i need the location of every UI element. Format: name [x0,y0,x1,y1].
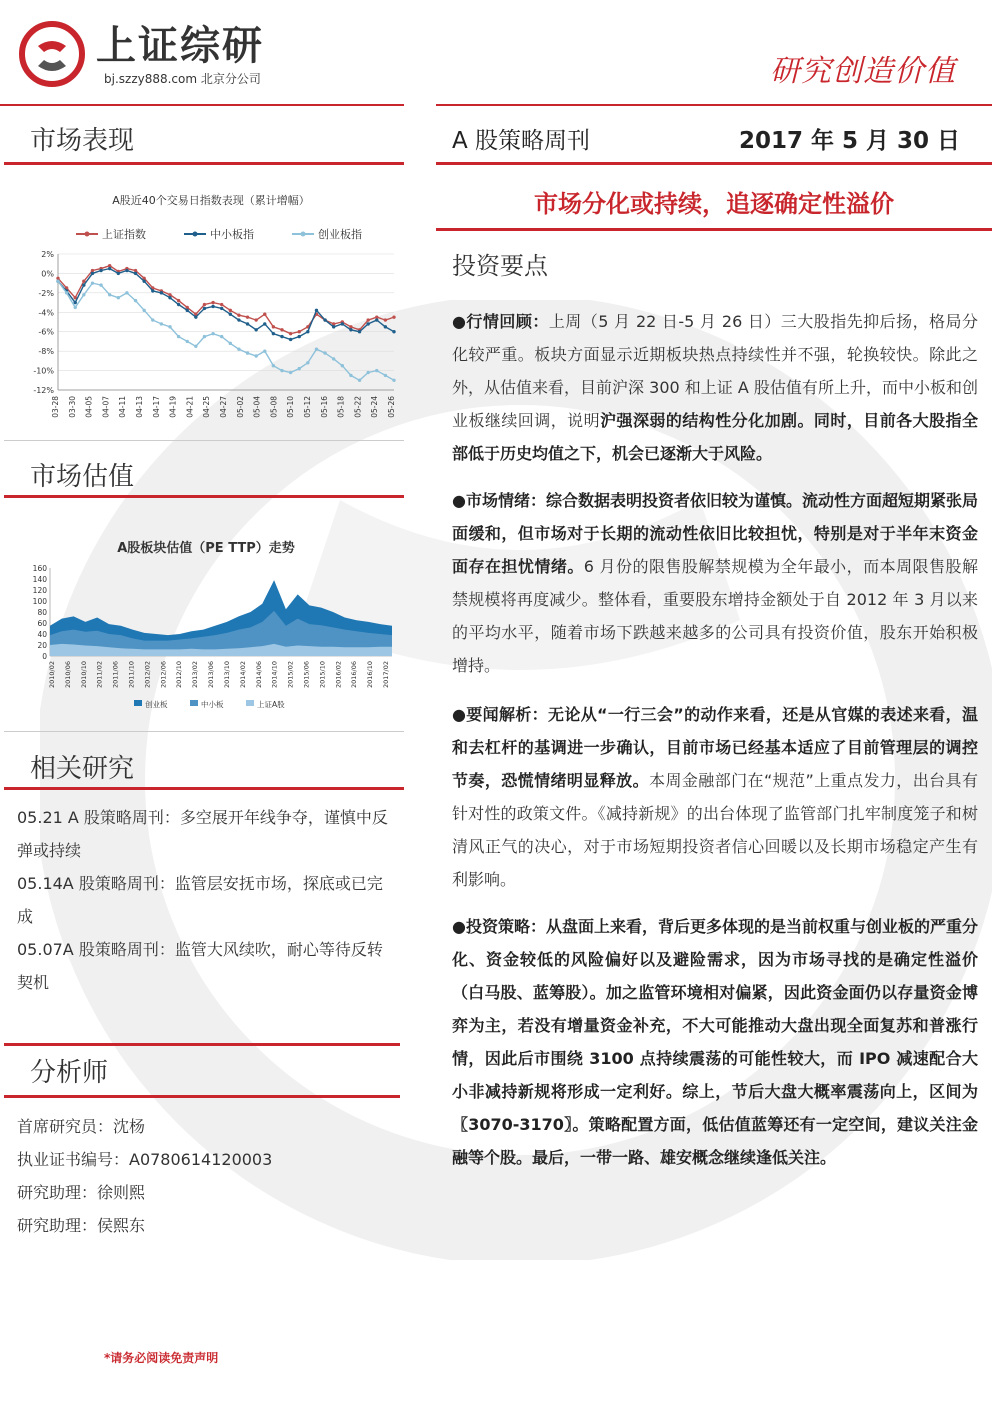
data-point [358,330,361,333]
data-point [341,364,344,367]
analyst-item: 执业证书编号：A0780614120003 [17,1150,273,1169]
x-tick-label: 2017/02 [382,661,390,689]
data-point [289,338,292,341]
analyst-item: 研究助理：徐则熙 [17,1183,146,1202]
research-item[interactable]: 05.14A 股策略周刊：监管层安抚市场，探底或已完成 [17,874,383,926]
data-point [298,330,301,333]
data-point [263,313,266,316]
section-divider [4,162,404,165]
data-point [186,309,189,312]
x-tick-label: 2016/02 [334,661,343,689]
y-tick-label: 20 [37,641,47,650]
data-point [220,307,223,310]
y-tick-label: -6% [38,327,54,337]
research-list [17,801,397,999]
x-tick-label: 05-04 [252,396,262,418]
data-point [280,328,283,331]
data-point [151,289,154,292]
report-name: A 股策略周刊 [452,128,591,154]
data-point [229,313,232,316]
x-tick-label: 2014/10 [270,661,279,689]
x-tick-label: 2013/06 [207,661,216,689]
paragraph-market-review [452,305,978,470]
data-point [134,299,137,302]
data-point [315,348,318,351]
section-divider [436,228,992,231]
data-point [134,272,137,275]
legend-marker [301,232,306,237]
data-point [272,332,275,335]
x-tick-label: 2015/10 [318,661,327,689]
x-tick-label: 04-11 [118,396,128,418]
legend-label: 中小板 [201,700,224,709]
data-point [220,335,223,338]
logo-text: 上证综研 [96,23,264,69]
x-tick-label: 04-25 [202,396,212,418]
x-tick-label: 2014/02 [238,661,247,689]
data-point [246,315,249,318]
data-point [254,354,257,357]
data-point [289,371,292,374]
data-point [272,364,275,367]
data-point [91,281,94,284]
x-tick-label: 2011/10 [127,661,136,689]
y-tick-label: 40 [37,630,47,639]
y-tick-label: -12% [33,386,54,395]
x-tick-label: 05-12 [303,396,312,418]
data-point [108,264,111,267]
section-divider [4,1043,400,1046]
data-point [384,325,387,328]
section-rule [4,731,404,732]
data-point [298,367,301,370]
y-tick-label: -4% [38,308,54,318]
data-point [211,332,214,335]
section-divider [436,162,992,165]
logo-icon [14,18,92,90]
x-tick-label: 05-26 [387,396,396,418]
legend-item [246,699,285,709]
data-point [203,303,206,306]
analyst-list [17,1110,397,1242]
header-rule-left [0,104,404,106]
x-tick-label: 03-28 [51,396,60,418]
data-point [142,280,145,283]
legend-item [76,227,146,241]
data-point [151,318,154,321]
data-point [108,267,111,270]
paragraph-news-analysis [452,698,978,896]
logo-subtitle: bj.szzy888.com 北京分公司 [104,72,261,86]
report-date: 2017 年 5 月 30 日 [738,128,960,154]
data-point [91,269,94,272]
para-text: 上周（5 月 22 日-5 月 26 日）三大股指先抑后扬，格局分化较严重。板块方面显示近期板块热点持续性并不强，轮换较快。除此之外，从估值来看，目前沪深 300 和上证 A 股估值有所上升，而中小板和创业板继续回调，说明 [452,312,978,430]
legend-swatch [190,700,198,706]
legend-marker [85,232,90,237]
x-tick-label: 03-30 [67,396,77,418]
data-point [366,322,369,325]
y-tick-label: 60 [37,619,47,628]
legend-label: 创业板指 [318,228,362,241]
data-point [280,335,283,338]
data-point [160,291,163,294]
data-point [323,351,326,354]
y-tick-label: 160 [32,564,47,573]
data-point [125,269,128,272]
data-point [366,371,369,374]
data-point [237,318,240,321]
data-point [203,307,206,310]
x-tick-label: 04-07 [101,396,111,418]
data-point [168,293,171,296]
x-tick-label: 2016/10 [366,661,375,689]
x-tick-label: 04-19 [168,396,178,418]
data-point [246,351,249,354]
data-point [99,283,102,286]
data-point [246,322,249,325]
para-text: 本周金融部门在“规范”上重点发力，出台具有针对性的政策文件。《减持新规》的出台体现了监管部门扎牢制度笼子和树清风正气的决心，对于市场短期投资者信心回暖以及长期市场稳定产生有利影响。 [452,771,978,889]
data-point [280,369,283,372]
para-label: ●市场情绪： [452,491,546,510]
legend-label: 上证指数 [102,228,146,241]
data-point [160,322,163,325]
section-divider [4,495,404,498]
para-text-bold: 沪强深弱的结构性分化加剧。同时，目前各大股指全部低于历史均值之下，机会已逐渐大于风险。 [452,411,978,463]
data-point [82,283,85,286]
legend-item [184,227,254,241]
x-tick-label: 2012/02 [143,661,152,689]
valuation-chart [16,532,406,720]
data-point [194,345,197,348]
x-tick-label: 2011/02 [95,661,104,689]
market-valuation-title: 市场估值 [30,462,135,492]
x-tick-label: 2015/06 [302,661,311,689]
data-point [358,379,361,382]
data-point [289,332,292,335]
data-point [142,309,145,312]
data-point [341,322,344,325]
x-tick-label: 2012/10 [175,661,184,689]
data-point [82,293,85,296]
legend-label: 创业板 [145,700,168,709]
research-item[interactable]: 05.07A 股策略周刊：监管大风续吹，耐心等待反转契机 [17,940,383,992]
legend-label: 中小板指 [210,228,254,241]
x-tick-label: 05-10 [286,396,296,418]
data-point [203,335,206,338]
data-point [323,318,326,321]
para-label: ●要闻解析： [452,705,549,724]
x-tick-label: 04-21 [185,396,195,418]
data-point [375,315,378,318]
x-tick-label: 04-05 [84,396,94,418]
data-point [375,369,378,372]
y-tick-label: 80 [37,608,47,617]
x-tick-label: 2010/06 [63,661,72,689]
disclaimer-note[interactable]: *请务必阅读免责声明 [104,1351,219,1365]
data-point [263,322,266,325]
data-point [306,330,309,333]
para-text-bold: 无论从“一行三会”的动作来看，还是从官媒的表述来看，温和去杠杆的基调进一步确认，目前市场已经基本适应了目前管理层的调控节奏，恐慌情绪明显释放。 [452,705,978,790]
section-rule [4,440,404,441]
y-tick-label: 120 [32,586,47,595]
data-point [384,374,387,377]
x-tick-label: 04-27 [219,396,228,418]
data-point [237,348,240,351]
x-tick-label: 04-13 [135,396,144,418]
paragraph-market-sentiment [452,484,978,682]
x-tick-label: 05-08 [269,396,279,418]
data-point [65,291,68,294]
y-tick-label: 2% [41,250,54,259]
data-point [134,269,137,272]
data-point [186,340,189,343]
data-point [254,318,257,321]
para-label: ●行情回顾： [452,312,549,331]
x-tick-label: 2010/02 [48,661,56,689]
data-point [168,325,171,328]
legend-swatch [134,700,142,706]
data-point [186,306,189,309]
x-tick-label: 05-18 [336,396,346,418]
x-tick-label: 04-17 [151,396,161,418]
data-point [99,269,102,272]
y-tick-label: 140 [32,575,47,584]
data-point [306,361,309,364]
para-text: 6 月份的限售股解禁规模为全年最小，而本周限售股解禁规模将再度减少。整体看，重要股东增持金额处于自 2012 年 3 月以来的平均水平，随着市场下跌越来越多的公司具有投资价值，股东开始积极增持。 [452,557,978,675]
section-divider [4,787,404,790]
legend-item [190,699,224,709]
x-tick-label: 2010/10 [79,661,88,689]
data-point [349,374,352,377]
x-tick-label: 05-02 [235,396,245,418]
x-tick-label: 2016/06 [350,661,359,689]
legend-swatch [246,700,254,706]
data-point [211,305,214,308]
data-point [194,315,197,318]
data-point [332,325,335,328]
data-point [177,335,180,338]
legend-item [292,227,362,241]
data-point [91,272,94,275]
data-point [392,315,395,318]
data-point [211,301,214,304]
data-point [168,296,171,299]
series-line [58,269,394,340]
key-points-title: 投资要点 [452,252,548,280]
analyst-title: 分析师 [30,1058,109,1088]
data-point [108,293,111,296]
data-point [56,277,59,280]
data-point [263,349,266,352]
headline: 市场分化或持续，追逐确定性溢价 [534,190,894,218]
data-point [237,314,240,317]
data-point [392,379,395,382]
para-text-bold: 从盘面上来看，背后更多体现的是当前权重与创业板的严重分化、资金较低的风险偏好以及避险需求，因为市场寻找的是确定性溢价（白马股、蓝筹股）。加之监管环境相对偏紧，因此资金面仍以存量资金博弈为主，若没有增量资金补充，不大可能推动大盘出现全面复苏和普涨行情，因此后市围绕 3100 点持续震荡的可能性较大，而 IPO 减速配合大小非减持新规将形成一定利好。综上，节后大盘大概率震荡向上，区间为〖3070-3170〗。策略配置方面，低估值蓝筹还有一定空间，建议关注金融等个股。最后，一带一路、雄安概念继续逢低关注。 [452,917,978,1167]
data-point [375,318,378,321]
y-tick-label: 0 [42,652,47,661]
data-point [177,299,180,302]
data-point [74,301,77,304]
x-tick-label: 05-22 [353,396,363,418]
legend-marker [193,232,198,237]
x-tick-label: 2013/10 [222,661,231,689]
data-point [254,328,257,331]
x-tick-label: 2012/06 [159,661,168,689]
data-point [117,272,120,275]
related-research-title: 相关研究 [30,754,135,784]
section-divider [4,1095,400,1098]
data-point [349,328,352,331]
slogan: 研究创造价值 [770,54,956,89]
data-point [229,309,232,312]
x-tick-label: 2013/02 [191,661,200,689]
analyst-item: 首席研究员：沈杨 [17,1117,146,1136]
research-item[interactable]: 05.21 A 股策略周刊：多空展开年线争夺，谨慎中反弹或持续 [17,808,388,860]
legend-item [134,699,168,709]
header-rule-right [436,104,992,106]
paragraph-investment-strategy [452,910,978,1174]
legend-label: 上证A股 [257,700,285,709]
data-point [177,303,180,306]
para-label: ●投资策略： [452,917,546,936]
data-point [74,306,77,309]
para-text-bold: 综合数据表明投资者依旧较为谨慎。流动性方面超短期紧张局面缓和，但市场对于长期的流动性依旧比较担忧，特别是对于半年末资金面存在担忧情绪。 [452,491,978,576]
analyst-item: 研究助理：侯熙东 [17,1216,146,1235]
chart-title: A股近40个交易日指数表现（累计增幅） [112,194,310,207]
x-tick-label: 05-24 [370,396,380,418]
data-point [384,318,387,321]
index-performance-chart [16,186,406,436]
data-point [298,335,301,338]
data-point [125,291,128,294]
market-performance-title: 市场表现 [30,126,135,156]
y-tick-label: 100 [32,597,47,606]
y-tick-label: 0% [41,269,54,279]
y-tick-label: -2% [38,288,54,298]
data-point [392,330,395,333]
data-point [272,325,275,328]
y-tick-label: -8% [38,347,54,357]
data-point [220,303,223,306]
data-point [349,325,352,328]
chart-title: A股板块估值（PE TTP）走势 [117,541,295,556]
data-point [229,342,232,345]
data-point [315,309,318,312]
x-tick-label: 2014/06 [254,661,263,689]
data-point [56,280,59,283]
x-tick-label: 05-16 [319,396,329,418]
data-point [117,296,120,299]
x-tick-label: 2015/02 [286,661,295,689]
data-point [366,318,369,321]
x-tick-label: 2011/06 [111,661,120,689]
data-point [332,357,335,360]
y-tick-label: -10% [33,366,54,376]
